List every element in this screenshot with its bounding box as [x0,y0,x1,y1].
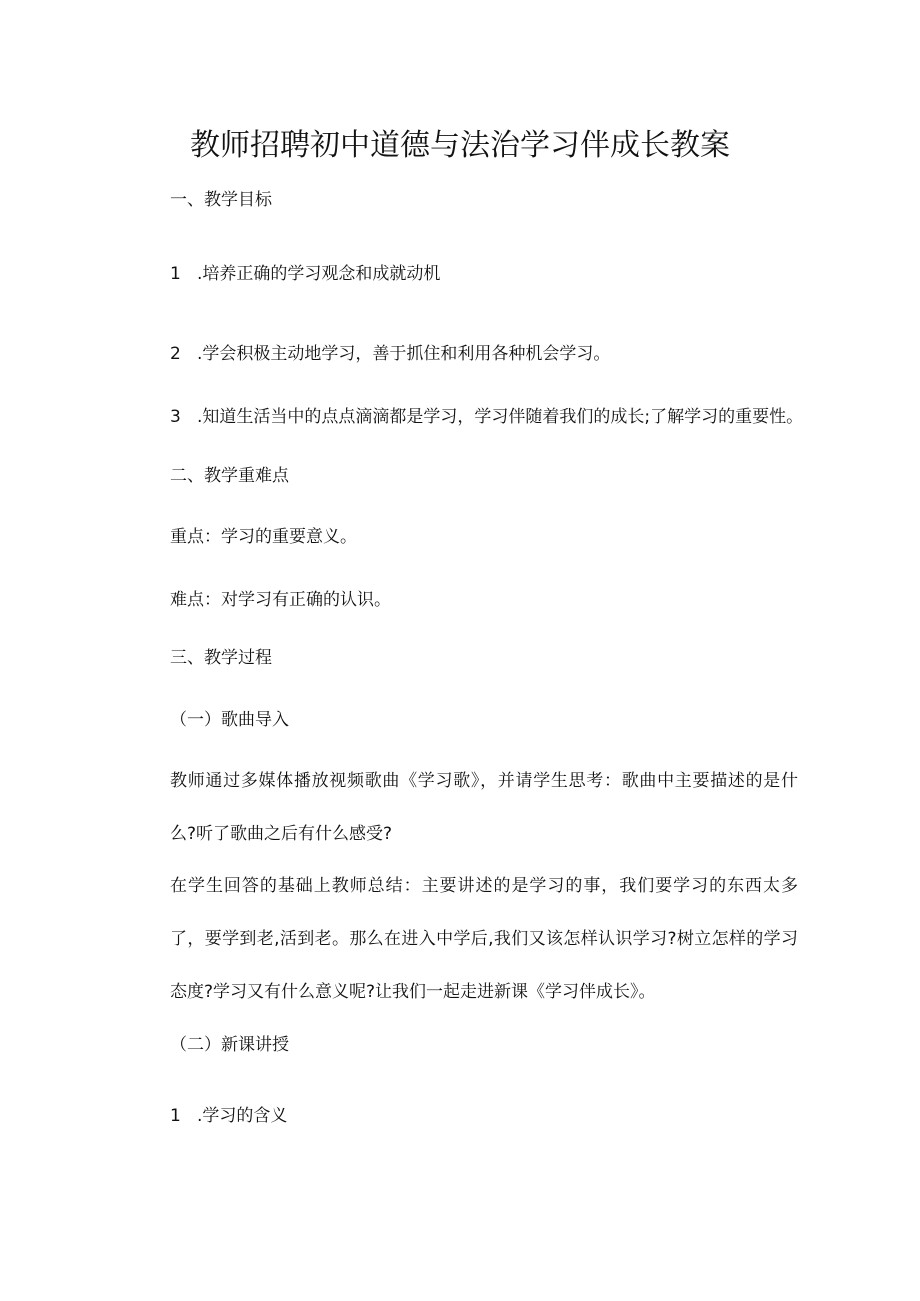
subsection-heading-new-lesson: （二）新课讲授 [170,1035,289,1055]
paragraph-song-intro: 教师通过多媒体播放视频歌曲《学习歌》，并请学生思考：歌曲中主要描述的是什么?听了歌曲之后有什么感受? [170,771,798,844]
subsection-heading-song-intro: （一）歌曲导入 [170,710,289,730]
section-heading-objectives: 一、教学目标 [170,190,272,210]
objective-item-2 [170,342,610,366]
item-number: 2 [170,344,181,364]
item-number: 1 [170,1106,181,1126]
item-text: .学习的含义 [197,1106,288,1126]
section-heading-key-points: 二、教学重难点 [170,466,289,486]
difficult-point: 难点：对学习有正确的认识。 [170,590,391,610]
objective-item-1 [170,262,440,286]
key-point: 重点：学习的重要意义。 [170,527,357,547]
item-number: 1 [170,264,181,284]
item-text: .知道生活当中的点点滴滴都是学习，学习伴随着我们的成长;了解学习的重要性。 [197,407,804,427]
lesson-item-1 [170,1104,287,1128]
section-heading-process: 三、教学过程 [170,648,272,668]
item-text: .学会积极主动地学习，善于抓住和利用各种机会学习。 [197,344,611,364]
item-number: 3 [170,407,181,427]
objective-item-3 [170,405,803,429]
document-title: 教师招聘初中道德与法治学习伴成长教案 [190,128,730,163]
item-text: .培养正确的学习观念和成就动机 [197,264,441,284]
paragraph-teacher-summary: 在学生回答的基础上教师总结：主要讲述的是学习的事，我们要学习的东西太多了，要学到老,活到老。那么在进入中学后,我们又该怎样认识学习?树立怎样的学习态度?学习又有什么意义呢?让我们一起走进新课《学习伴成长》。 [170,876,798,1002]
